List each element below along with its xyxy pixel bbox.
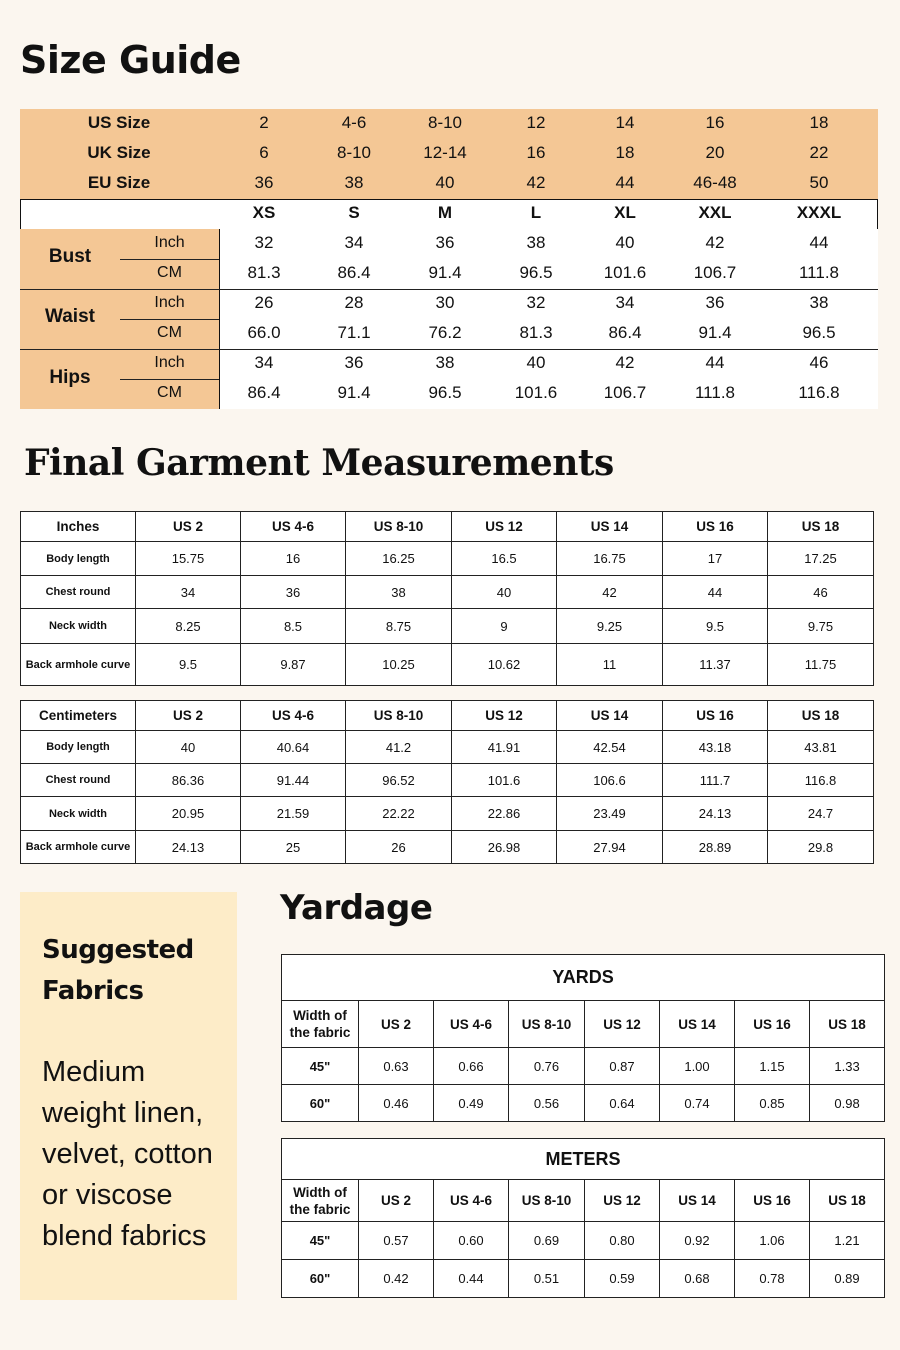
size-header: US 4-6 (241, 512, 346, 542)
cell: 0.60 (434, 1222, 509, 1260)
cell: 0.63 (359, 1048, 434, 1085)
cell: 0.59 (585, 1260, 660, 1298)
cell: 27.94 (557, 831, 663, 864)
cell: 26 (346, 831, 452, 864)
waist-inch-value: 36 (705, 293, 725, 312)
cell: 9.5 (663, 609, 768, 644)
suggested-fabrics-title: Suggested Fabrics (42, 935, 194, 1006)
us-size-value: 18 (809, 113, 829, 132)
cell: 1.21 (810, 1222, 885, 1260)
size-header: US 16 (735, 1180, 810, 1222)
cell: 8.75 (346, 609, 452, 644)
waist-inch-value: 34 (615, 293, 635, 312)
cell: 106.6 (557, 764, 663, 797)
hips-inch-value: 42 (615, 353, 635, 372)
hips-inch-value: 34 (254, 353, 274, 372)
us-size-value: 2 (259, 113, 269, 132)
letter-size: M (437, 203, 453, 222)
bust-cm-value: 111.8 (798, 263, 840, 282)
cell: 0.74 (660, 1085, 735, 1122)
cell: 111.7 (663, 764, 768, 797)
cell: 16.75 (557, 542, 663, 576)
inches-table (20, 511, 874, 686)
size-header: US 18 (810, 1180, 885, 1222)
cell: 8.25 (136, 609, 241, 644)
bust-inch-value: 40 (615, 233, 635, 252)
letter-size: XL (614, 203, 636, 222)
cell: 9.87 (241, 644, 346, 686)
cell: 0.80 (585, 1222, 660, 1260)
row-label: Back armhole curve (21, 644, 136, 686)
waist-inch-value: 30 (435, 293, 455, 312)
waist-inch-value: 32 (526, 293, 546, 312)
cell: 40 (452, 576, 557, 609)
waist-cm-value: 81.3 (519, 323, 553, 342)
centimeters-table (20, 700, 874, 864)
size-header: US 14 (660, 1001, 735, 1048)
cell: 42.54 (557, 731, 663, 764)
row-label: Neck width (21, 797, 136, 831)
row-label: Body length (21, 731, 136, 764)
letter-size: XXL (698, 203, 732, 222)
size-header: US 4-6 (434, 1001, 509, 1048)
eu-size-value: 46-48 (693, 173, 737, 192)
hips-cm-value: 91.4 (337, 383, 371, 402)
cell: 17 (663, 542, 768, 576)
eu-size-value: 38 (344, 173, 364, 192)
cell: 86.36 (136, 764, 241, 797)
row-label: Back armhole curve (21, 831, 136, 864)
cell: 0.51 (509, 1260, 585, 1298)
size-header: US 8-10 (346, 512, 452, 542)
width-of-fabric-label: Width of the fabric (282, 1180, 359, 1222)
cell: 0.68 (660, 1260, 735, 1298)
cell: 41.2 (346, 731, 452, 764)
waist-inch-value: 38 (809, 293, 829, 312)
size-header: US 14 (557, 701, 663, 731)
uk-size-value: 18 (615, 143, 635, 162)
eu-size-value: 50 (809, 173, 829, 192)
letter-size: XXXL (796, 203, 842, 222)
cell: 11.75 (768, 644, 874, 686)
inches-label: Inches (21, 512, 136, 542)
cell: 43.18 (663, 731, 768, 764)
us-size-value: 14 (615, 113, 635, 132)
hips-inch-value: 44 (705, 353, 725, 372)
size-header: US 8-10 (509, 1180, 585, 1222)
cell: 0.56 (509, 1085, 585, 1122)
cell: 0.92 (660, 1222, 735, 1260)
letter-size: XS (252, 203, 276, 222)
uk-size-value: 6 (259, 143, 269, 162)
cell: 0.87 (585, 1048, 660, 1085)
cell: 0.66 (434, 1048, 509, 1085)
fabric-width: 45" (282, 1048, 359, 1085)
row-label: Chest round (21, 576, 136, 609)
cell: 23.49 (557, 797, 663, 831)
cell: 116.8 (768, 764, 874, 797)
waist-cm-value: 91.4 (698, 323, 732, 342)
unit-inch: Inch (154, 294, 185, 311)
bust-inch-value: 34 (344, 233, 364, 252)
us-size-value: 16 (705, 113, 725, 132)
cell: 24.13 (136, 831, 241, 864)
yards-caption: YARDS (282, 955, 885, 1001)
cell: 40.64 (241, 731, 346, 764)
cell: 0.89 (810, 1260, 885, 1298)
cell: 1.33 (810, 1048, 885, 1085)
cell: 16 (241, 542, 346, 576)
cell: 9.5 (136, 644, 241, 686)
eu-size-value: 36 (254, 173, 274, 192)
eu-size-label: EU Size (87, 173, 151, 192)
waist-cm-value: 96.5 (802, 323, 836, 342)
cell: 0.46 (359, 1085, 434, 1122)
width-of-fabric-label: Width of the fabric (282, 1001, 359, 1048)
cell: 8.5 (241, 609, 346, 644)
cell: 9 (452, 609, 557, 644)
cell: 46 (768, 576, 874, 609)
eu-size-value: 44 (615, 173, 635, 192)
size-header: US 16 (735, 1001, 810, 1048)
cell: 22.86 (452, 797, 557, 831)
uk-size-value: 8-10 (336, 143, 372, 162)
size-guide-title: Size Guide (20, 38, 241, 82)
size-header: US 8-10 (346, 701, 452, 731)
yardage-title: Yardage (280, 888, 433, 928)
size-header: US 2 (359, 1180, 434, 1222)
cell: 0.49 (434, 1085, 509, 1122)
cell: 24.13 (663, 797, 768, 831)
hips-inch-value: 36 (344, 353, 364, 372)
cell: 44 (663, 576, 768, 609)
uk-size-value: 20 (705, 143, 725, 162)
us-size-value: 8-10 (427, 113, 463, 132)
cell: 17.25 (768, 542, 874, 576)
waist-inch-value: 28 (344, 293, 364, 312)
row-label: Chest round (21, 764, 136, 797)
fabric-width: 60" (282, 1260, 359, 1298)
cell: 25 (241, 831, 346, 864)
cell: 24.7 (768, 797, 874, 831)
uk-size-value: 12-14 (423, 143, 467, 162)
cell: 11.37 (663, 644, 768, 686)
waist-label: Waist (45, 306, 95, 327)
cell: 0.98 (810, 1085, 885, 1122)
cell: 9.25 (557, 609, 663, 644)
cell: 0.64 (585, 1085, 660, 1122)
hips-inch-value: 46 (809, 353, 829, 372)
hips-inch-value: 40 (526, 353, 546, 372)
unit-cm: CM (157, 264, 182, 281)
bust-cm-value: 86.4 (337, 263, 371, 282)
cell: 20.95 (136, 797, 241, 831)
cell: 22.22 (346, 797, 452, 831)
uk-size-value: 22 (809, 143, 829, 162)
size-header: US 12 (452, 512, 557, 542)
hips-cm-value: 116.8 (798, 383, 840, 402)
bust-inch-value: 44 (809, 233, 829, 252)
cell: 0.85 (735, 1085, 810, 1122)
bust-cm-value: 81.3 (247, 263, 281, 282)
cell: 28.89 (663, 831, 768, 864)
cell: 1.00 (660, 1048, 735, 1085)
cell: 101.6 (452, 764, 557, 797)
fabric-width: 45" (282, 1222, 359, 1260)
letter-size: S (348, 203, 360, 222)
size-header: US 16 (663, 512, 768, 542)
cell: 0.57 (359, 1222, 434, 1260)
bust-cm-value: 106.7 (693, 263, 737, 282)
size-header: US 2 (359, 1001, 434, 1048)
cell: 91.44 (241, 764, 346, 797)
bust-inch-value: 38 (526, 233, 546, 252)
cell: 15.75 (136, 542, 241, 576)
us-size-label: US Size (87, 113, 151, 132)
waist-cm-value: 66.0 (247, 323, 281, 342)
bust-inch-value: 42 (705, 233, 725, 252)
cell: 0.78 (735, 1260, 810, 1298)
waist-cm-value: 76.2 (428, 323, 462, 342)
cell: 0.69 (509, 1222, 585, 1260)
bust-inch-value: 32 (254, 233, 274, 252)
size-header: US 12 (585, 1180, 660, 1222)
size-header: US 16 (663, 701, 768, 731)
uk-size-value: 16 (526, 143, 546, 162)
bust-label: Bust (48, 246, 92, 267)
cell: 29.8 (768, 831, 874, 864)
unit-inch: Inch (154, 234, 185, 251)
cell: 10.25 (346, 644, 452, 686)
cell: 43.81 (768, 731, 874, 764)
yards-table (281, 954, 885, 1122)
meters-caption: METERS (282, 1139, 885, 1180)
size-header: US 14 (557, 512, 663, 542)
size-header: US 18 (768, 701, 874, 731)
cell: 0.44 (434, 1260, 509, 1298)
bust-cm-value: 101.6 (603, 263, 647, 282)
cell: 1.06 (735, 1222, 810, 1260)
hips-cm-value: 111.8 (694, 383, 736, 402)
divider (120, 319, 219, 320)
size-header: US 8-10 (509, 1001, 585, 1048)
bust-cm-value: 91.4 (428, 263, 462, 282)
waist-cm-value: 86.4 (608, 323, 642, 342)
cell: 16.5 (452, 542, 557, 576)
hips-cm-value: 96.5 (428, 383, 462, 402)
eu-size-value: 40 (435, 173, 455, 192)
cell: 11 (557, 644, 663, 686)
uk-size-label: UK Size (87, 143, 151, 162)
us-size-value: 4-6 (341, 113, 367, 132)
cell: 0.76 (509, 1048, 585, 1085)
cell: 41.91 (452, 731, 557, 764)
cell: 1.15 (735, 1048, 810, 1085)
hips-cm-value: 86.4 (247, 383, 281, 402)
size-header: US 12 (452, 701, 557, 731)
centimeters-label: Centimeters (21, 701, 136, 731)
hips-inch-value: 38 (435, 353, 455, 372)
size-header: US 4-6 (241, 701, 346, 731)
unit-cm: CM (157, 324, 182, 341)
meters-table (281, 1138, 885, 1298)
unit-cm: CM (157, 384, 182, 401)
bust-cm-value: 96.5 (519, 263, 553, 282)
bust-inch-value: 36 (435, 233, 455, 252)
waist-cm-value: 71.1 (337, 323, 371, 342)
divider (120, 259, 219, 260)
cell: 0.42 (359, 1260, 434, 1298)
cell: 38 (346, 576, 452, 609)
final-measurements-title: Final Garment Measurements (24, 442, 614, 484)
cell: 40 (136, 731, 241, 764)
size-header: US 18 (810, 1001, 885, 1048)
cell: 26.98 (452, 831, 557, 864)
size-header: US 4-6 (434, 1180, 509, 1222)
cell: 42 (557, 576, 663, 609)
waist-inch-value: 26 (254, 293, 274, 312)
row-label: Neck width (21, 609, 136, 644)
cell: 10.62 (452, 644, 557, 686)
suggested-fabrics-text: Medium weight linen, velvet, cotton or viscose blend fabrics (42, 1056, 213, 1252)
cell: 21.59 (241, 797, 346, 831)
cell: 36 (241, 576, 346, 609)
cell: 34 (136, 576, 241, 609)
size-header: US 2 (136, 701, 241, 731)
fabric-width: 60" (282, 1085, 359, 1122)
row-label: Body length (21, 542, 136, 576)
letter-size: L (530, 203, 542, 222)
eu-size-value: 42 (526, 173, 546, 192)
divider (120, 379, 219, 380)
hips-label: Hips (49, 367, 91, 388)
us-size-value: 12 (526, 113, 546, 132)
size-header: US 12 (585, 1001, 660, 1048)
size-header: US 14 (660, 1180, 735, 1222)
cell: 96.52 (346, 764, 452, 797)
hips-cm-value: 101.6 (514, 383, 558, 402)
unit-inch: Inch (154, 354, 185, 371)
cell: 16.25 (346, 542, 452, 576)
size-header: US 18 (768, 512, 874, 542)
hips-cm-value: 106.7 (603, 383, 647, 402)
size-header: US 2 (136, 512, 241, 542)
cell: 9.75 (768, 609, 874, 644)
